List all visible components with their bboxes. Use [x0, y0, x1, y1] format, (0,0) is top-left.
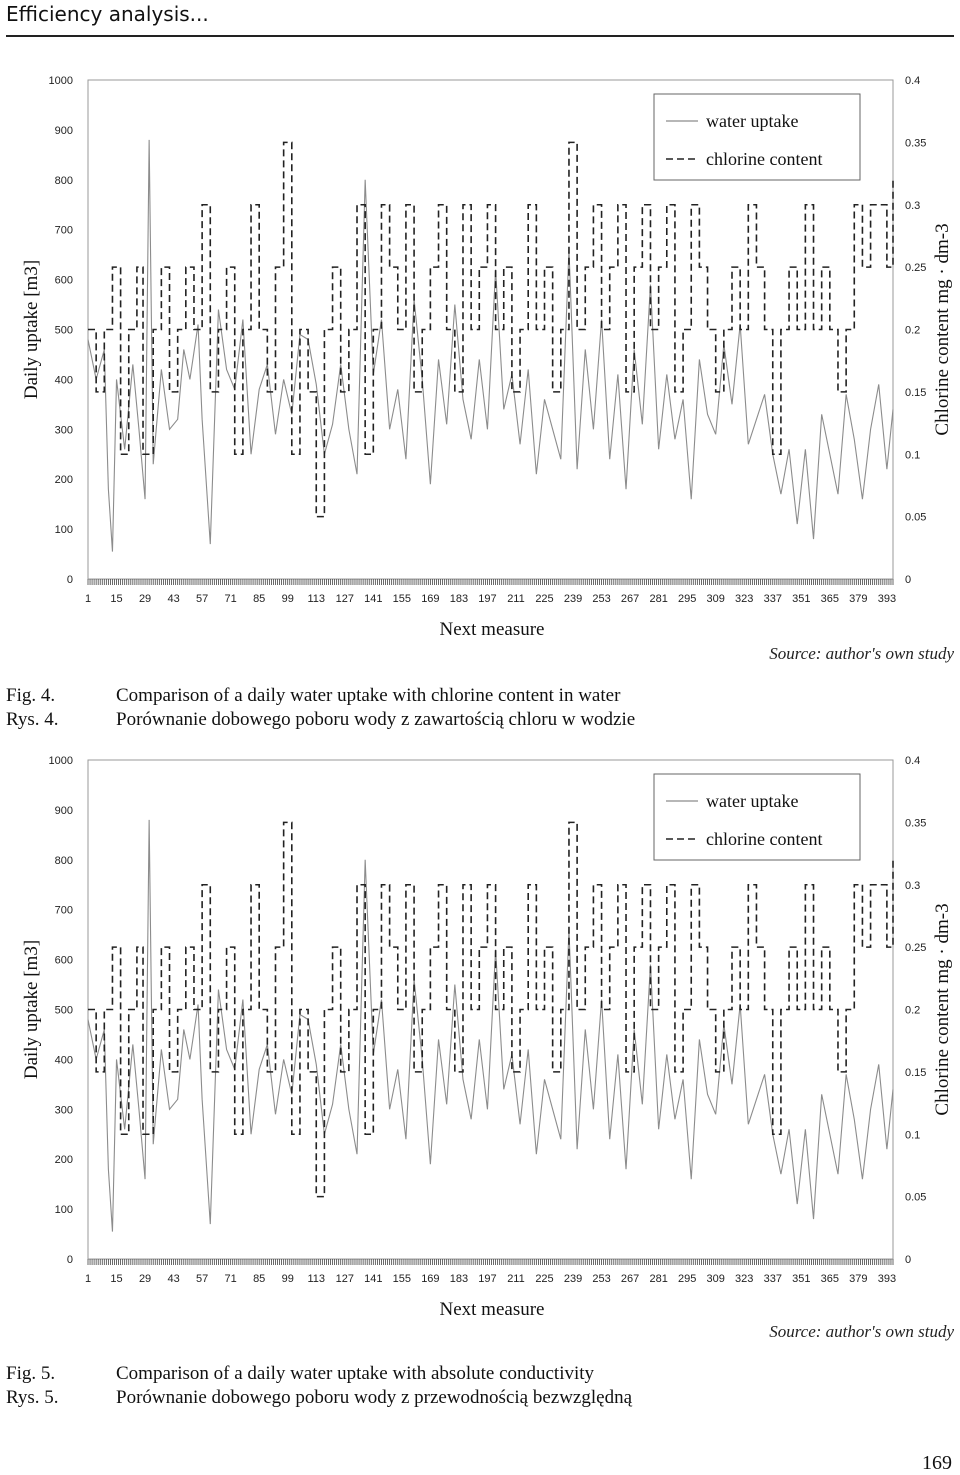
y-tick-label: 1000	[48, 755, 73, 767]
legend-label-water-uptake: water uptake	[706, 111, 799, 131]
figure-5-label: Fig. 5.	[6, 1363, 56, 1384]
y-tick-label: 600	[54, 954, 73, 967]
x-tick-label: 267	[620, 593, 640, 605]
y-tick-label: 1000	[48, 75, 73, 87]
y2-tick-label: 0	[905, 574, 912, 586]
y2-tick-label: 0.2	[905, 1004, 921, 1017]
x-tick-label: 169	[421, 1273, 440, 1285]
x-tick-label: 337	[763, 593, 782, 605]
y-tick-label: 300	[54, 424, 73, 437]
x-tick-label: 183	[449, 593, 469, 605]
x-tick-label: 365	[820, 593, 840, 605]
y2-tick-label: 0.4	[905, 755, 921, 767]
figure-5-source-note: Source: author's own study	[769, 1322, 954, 1341]
x-tick-label: 309	[706, 1273, 725, 1285]
x-tick-label: 239	[563, 1273, 583, 1285]
y2-tick-label: 0.15	[905, 1066, 927, 1079]
y-tick-label: 200	[54, 474, 73, 487]
y2-tick-label: 0.35	[905, 817, 927, 830]
x-tick-label: 43	[167, 1273, 180, 1285]
y-tick-label: 700	[54, 904, 73, 917]
x-tick-label: 183	[449, 1273, 469, 1285]
x-tick-label: 225	[535, 1273, 554, 1285]
figure-5-caption-pl: Porównanie dobowego poboru wody z przewodnością bezwzględną	[116, 1387, 633, 1408]
x-tick-label: 379	[849, 1273, 868, 1285]
y-tick-label: 500	[54, 1004, 73, 1017]
running-header: Efficiency analysis...	[6, 2, 209, 26]
y2-tick-label: 0.3	[905, 199, 921, 212]
y-axis-title: Daily uptake [m3]	[21, 939, 42, 1080]
y-tick-label: 200	[54, 1154, 73, 1167]
y2-tick-label: 0.05	[905, 1191, 927, 1204]
x-tick-label: 1	[84, 593, 92, 605]
figure-4-chart	[0, 60, 960, 650]
figure-5-caption-en: Comparison of a daily water uptake with absolute conductivity	[116, 1363, 595, 1384]
x-tick-label: 141	[364, 1273, 383, 1285]
y2-tick-label: 0.25	[905, 262, 927, 275]
y2-tick-label: 0.3	[905, 879, 921, 892]
x-tick-label: 29	[138, 1273, 152, 1285]
x-tick-label: 15	[110, 1273, 123, 1285]
x-tick-label: 309	[706, 593, 725, 605]
x-tick-label: 85	[253, 593, 266, 605]
y-tick-label: 900	[54, 124, 73, 137]
x-tick-label: 43	[167, 593, 180, 605]
x-tick-label: 99	[281, 593, 294, 605]
figure-5-rys-label: Rys. 5.	[6, 1387, 59, 1408]
figure-4-source-note: Source: author's own study	[769, 644, 954, 663]
x-tick-label: 71	[224, 593, 237, 605]
legend-label-water-uptake: water uptake	[706, 791, 799, 811]
y-tick-label: 400	[54, 1054, 73, 1067]
x-tick-label: 281	[649, 1273, 668, 1285]
figure-4-rys-label: Rys. 4.	[6, 709, 59, 730]
x-tick-label: 29	[138, 593, 152, 605]
page-number: 169	[922, 1452, 952, 1474]
y-tick-label: 300	[54, 1104, 73, 1117]
x-tick-label: 267	[620, 1273, 640, 1285]
x-tick-label: 393	[877, 593, 897, 605]
x-tick-label: 141	[364, 593, 383, 605]
x-tick-label: 379	[849, 593, 868, 605]
x-tick-label: 211	[507, 1273, 525, 1285]
x-tick-label: 155	[392, 593, 412, 605]
figure-4-caption-en: Comparison of a daily water uptake with chlorine content in water	[116, 685, 621, 706]
x-axis-ticks	[88, 579, 893, 585]
x-tick-label: 323	[735, 593, 754, 605]
x-tick-label: 85	[253, 1273, 266, 1285]
figure-5-chart	[0, 740, 960, 1330]
x-tick-label: 57	[196, 1273, 209, 1285]
y-tick-label: 0	[66, 1254, 73, 1266]
x-tick-label: 15	[110, 593, 123, 605]
legend	[654, 94, 860, 180]
series-line-chlorine-content	[88, 822, 893, 1196]
x-tick-label: 323	[735, 1273, 754, 1285]
y2-tick-label: 0.1	[905, 1129, 921, 1142]
x-tick-label: 253	[592, 593, 611, 605]
y2-tick-label: 0.25	[905, 942, 927, 955]
x-tick-label: 295	[677, 593, 697, 605]
x-tick-label: 337	[763, 1273, 782, 1285]
y-tick-label: 600	[54, 274, 73, 287]
legend-label-chlorine-content: chlorine content	[706, 829, 823, 849]
x-axis-title: Next measure	[439, 619, 545, 640]
x-axis-title: Next measure	[439, 1299, 545, 1320]
y2-tick-label: 0.1	[905, 449, 921, 462]
x-tick-label: 239	[563, 593, 583, 605]
y-tick-label: 700	[54, 224, 73, 237]
y-axis-title: Daily uptake [m3]	[21, 259, 42, 400]
figure-4-label: Fig. 4.	[6, 685, 56, 706]
y2-axis-title: Chlorine content mg · dm-3	[932, 223, 953, 436]
y2-tick-label: 0.2	[905, 324, 921, 337]
y2-tick-label: 0	[905, 1254, 912, 1266]
series-line-chlorine-content	[88, 142, 893, 516]
y-tick-label: 0	[66, 574, 73, 586]
y-tick-label: 500	[54, 324, 73, 337]
legend	[654, 774, 860, 860]
figure-4	[0, 60, 960, 650]
x-tick-label: 393	[877, 1273, 897, 1285]
x-tick-label: 127	[335, 593, 354, 605]
y2-tick-label: 0.4	[905, 75, 921, 87]
y2-tick-label: 0.35	[905, 137, 927, 150]
x-tick-label: 127	[335, 1273, 354, 1285]
x-tick-label: 211	[507, 593, 525, 605]
y-tick-label: 100	[54, 524, 73, 537]
x-tick-label: 253	[592, 1273, 611, 1285]
y-tick-label: 800	[54, 174, 73, 187]
x-tick-label: 169	[421, 593, 440, 605]
x-tick-label: 113	[307, 1273, 326, 1285]
y2-axis-title: Chlorine content mg · dm-3	[932, 903, 953, 1116]
x-tick-label: 197	[478, 593, 497, 605]
y2-tick-label: 0.15	[905, 386, 927, 399]
figure-4-caption-pl: Porównanie dobowego poboru wody z zawartością chloru w wodzie	[116, 709, 636, 730]
x-axis-ticks	[88, 1259, 893, 1265]
x-tick-label: 351	[792, 593, 811, 605]
x-tick-label: 351	[792, 1273, 811, 1285]
y-tick-label: 900	[54, 804, 73, 817]
x-tick-label: 155	[392, 1273, 412, 1285]
x-tick-label: 57	[196, 593, 209, 605]
x-tick-label: 225	[535, 593, 554, 605]
x-tick-label: 365	[820, 1273, 840, 1285]
x-tick-label: 71	[224, 1273, 237, 1285]
x-tick-label: 113	[307, 593, 326, 605]
x-tick-label: 281	[649, 593, 668, 605]
x-tick-label: 197	[478, 1273, 497, 1285]
figure-5	[0, 740, 960, 1330]
header-divider	[6, 35, 954, 37]
y-tick-label: 800	[54, 854, 73, 867]
x-tick-label: 1	[84, 1273, 92, 1285]
x-tick-label: 99	[281, 1273, 294, 1285]
y-tick-label: 100	[54, 1204, 73, 1217]
legend-label-chlorine-content: chlorine content	[706, 149, 823, 169]
y-tick-label: 400	[54, 374, 73, 387]
y2-tick-label: 0.05	[905, 511, 927, 524]
x-tick-label: 295	[677, 1273, 697, 1285]
